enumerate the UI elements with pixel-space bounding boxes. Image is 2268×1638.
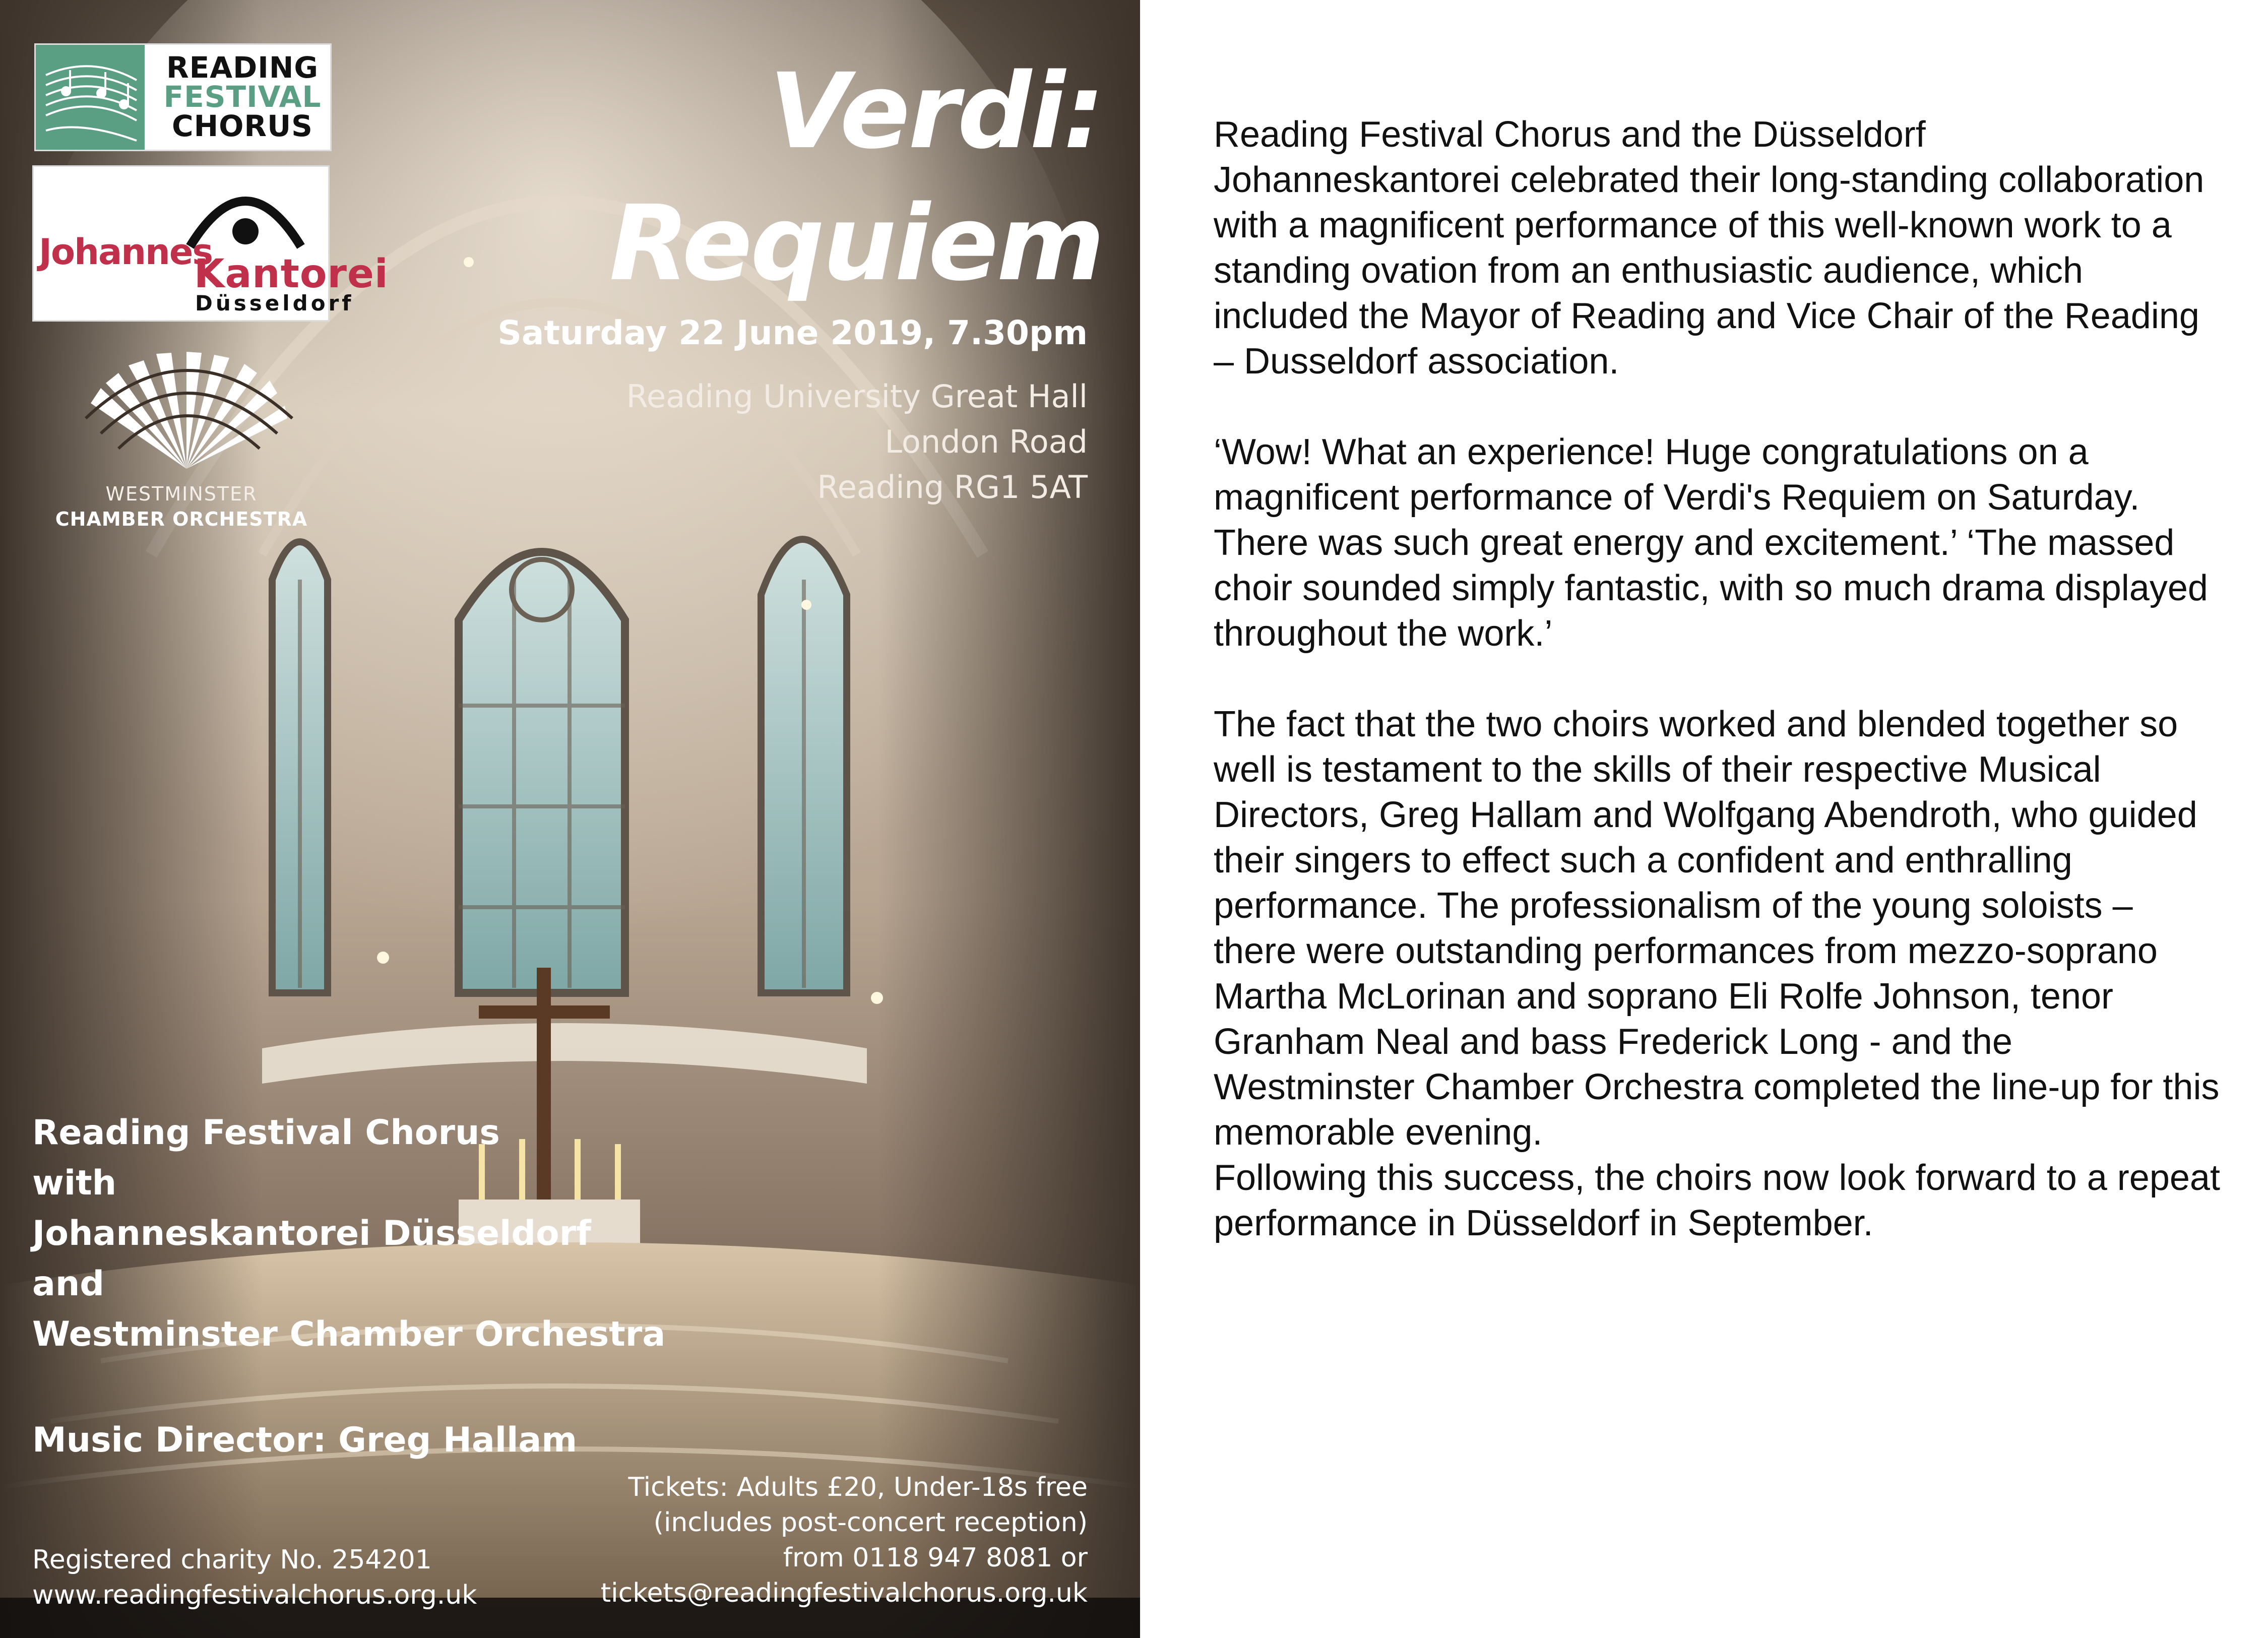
performer-line: Westminster Chamber Orchestra: [32, 1314, 666, 1354]
article-paragraph-quotes: ‘Wow! What an experience! Huge congratulations on a magnificent performance of Verdi's Requiem on Saturday. There was such great energy and excitement.’ ‘The massed choir sounded simply fantastic, with so much drama displayed throughout the work.’: [1214, 432, 2208, 654]
ticket-line: (includes post-concert reception): [653, 1507, 1088, 1538]
ticket-line: from 0118 947 8081 or: [783, 1543, 1088, 1573]
charity-number: Registered charity No. 254201: [32, 1545, 432, 1575]
westminster-chamber-orchestra-logo: [50, 343, 323, 544]
jk-logo-word-1: Johannes: [39, 231, 213, 273]
fan-pipes-icon: [71, 343, 302, 474]
venue-line: London Road: [885, 423, 1088, 460]
venue-line: Reading RG1 5AT: [817, 469, 1088, 506]
wco-logo-line-1: WESTMINSTER: [105, 483, 258, 505]
article-paragraph-praise: The fact that the two choirs worked and blended together so well is testament to the skills of their respective Musical Directors, Greg Hallam and Wolfgang Abendroth, who guided their singers to effect such a confident and enthralling performance. The professionalism of the young soloists – there were outstanding performances from mezzo-soprano Martha McLorinan and soprano Eli Rolfe Johnson, tenor Granham Neal and bass Frederick Long - and the Westminster Chamber Orchestra completed the line-up for this memorable evening.: [1214, 704, 2220, 1153]
poster-title: [548, 45, 1103, 309]
jk-logo-word-2: Kantorei: [194, 251, 389, 297]
rfc-logo-word-1: READING: [166, 50, 319, 85]
article-paragraph-followup: Following this success, the choirs now look forward to a repeat performance in Düsseldorf in September.: [1214, 1158, 2220, 1243]
poster-title-line-2: Requiem: [609, 183, 1103, 304]
music-director: Music Director: Greg Hallam: [32, 1420, 578, 1460]
performer-line: and: [32, 1264, 104, 1304]
music-notes-icon: [36, 45, 145, 150]
johanneskantorei-logo: [32, 165, 389, 322]
venue-line: Reading University Great Hall: [626, 378, 1088, 415]
ticket-info: [483, 1470, 1088, 1611]
performer-line: Reading Festival Chorus: [32, 1113, 500, 1153]
rfc-logo-wordmark: [157, 50, 328, 143]
article-paragraph-intro: Reading Festival Chorus and the Düsseldorf Johanneskantorei celebrated their long-standing collaboration with a magnificent performance of this well-known work to a standing ovation from an enthusiastic audience, which included the Mayor of Reading and Vice Chair of the Reading – Dusseldorf association.: [1214, 114, 2204, 382]
concert-review-article: [1214, 112, 2222, 1246]
website-link[interactable]: www.readingfestivalchorus.org.uk: [32, 1580, 477, 1610]
reading-festival-chorus-logo: [34, 43, 332, 151]
ticket-line: Tickets: Adults £20, Under-18s free: [628, 1472, 1088, 1502]
performers-list: [32, 1108, 687, 1360]
venue-address: [432, 374, 1088, 510]
poster-title-line-1: Verdi:: [769, 51, 1103, 172]
jk-logo-word-3: Düsseldorf: [195, 291, 354, 316]
wco-logo-line-2: CHAMBER ORCHESTRA: [55, 508, 308, 530]
concert-date-time: Saturday 22 June 2019, 7.30pm: [497, 313, 1088, 352]
rfc-logo-word-2: FESTIVAL: [163, 80, 322, 114]
ticket-email-link[interactable]: tickets@readingfestivalchorus.org.uk: [600, 1578, 1088, 1608]
rfc-logo-word-3: CHORUS: [172, 109, 313, 143]
performer-line: with: [32, 1163, 117, 1203]
performer-line: Johanneskantorei Düsseldorf: [32, 1214, 591, 1253]
